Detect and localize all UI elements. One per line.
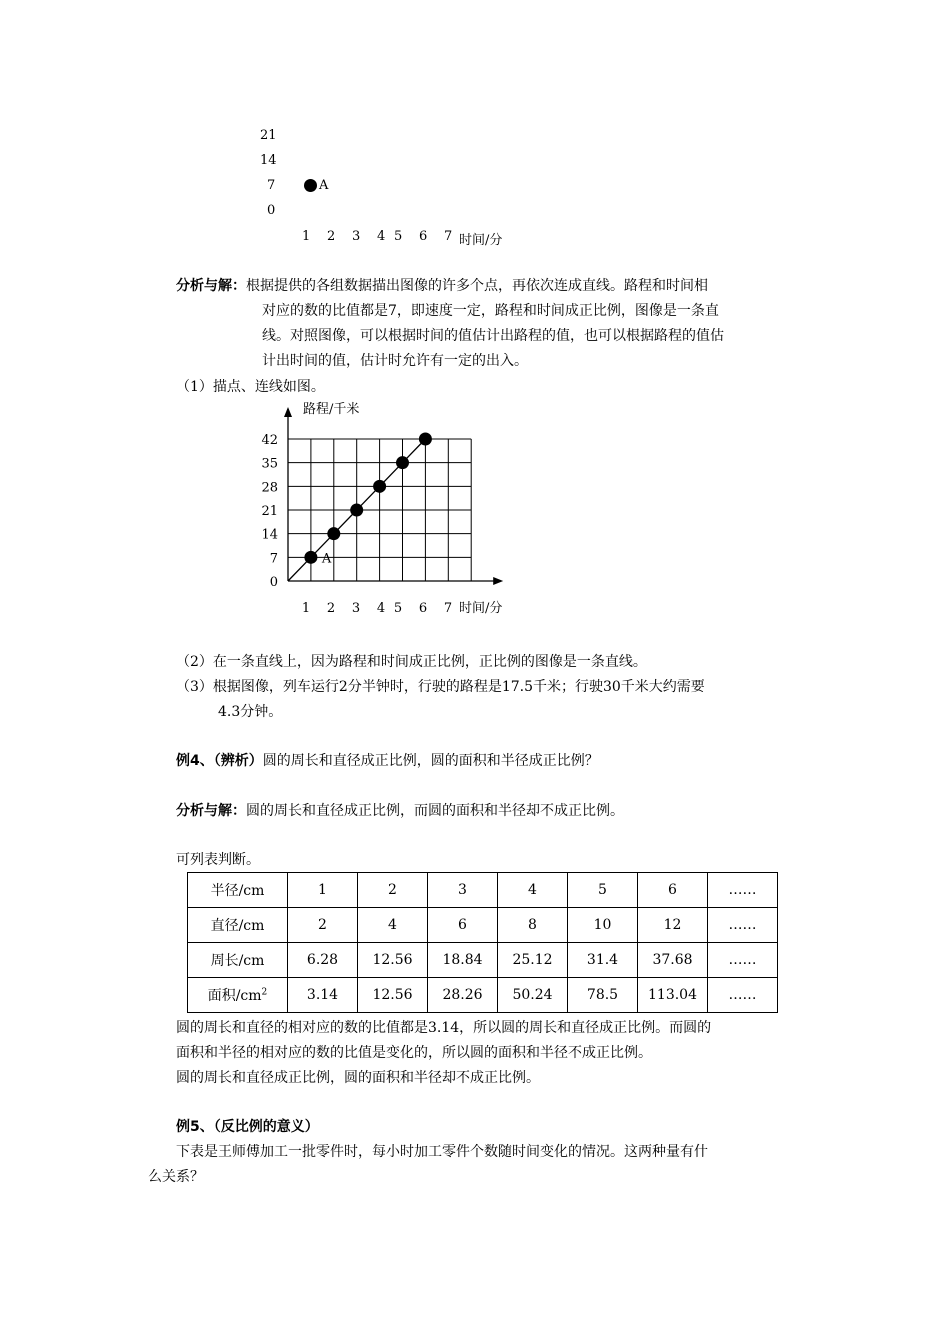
circle-table (187, 872, 778, 1013)
analysis-1 (176, 274, 816, 299)
y-tick-label: 7 (269, 551, 278, 567)
x-tick-label: 1 (302, 229, 311, 244)
step-1: （1）描点、连线如图。 (176, 379, 325, 395)
table-cell: 25.12 (498, 943, 568, 978)
conclusion (176, 1016, 711, 1091)
y-tick-label: 28 (261, 480, 278, 496)
row-header (188, 978, 288, 1013)
table-cell: 6.28 (288, 943, 358, 978)
table-cell: 28.26 (428, 978, 498, 1013)
analysis-text-line: 对应的数的比值都是7，即速度一定，路程和时间成正比例，图像是一条直 (262, 303, 719, 319)
table-cell: 78.5 (568, 978, 638, 1013)
example-4-question: 圆的周长和直径成正比例，圆的面积和半径成正比例？ (262, 753, 599, 769)
analysis-2 (176, 800, 624, 820)
table-cell: 8 (498, 908, 568, 943)
x-axis-label: 时间/分 (459, 601, 503, 616)
x-tick-label: 3 (351, 601, 361, 616)
x-tick-label: 2 (326, 601, 336, 616)
x-tick-label: 7 (444, 229, 453, 244)
row-header: 直径/cm (188, 908, 288, 943)
y-tick-label: 14 (261, 527, 278, 543)
point-a-label: A (319, 178, 329, 193)
row-header: 周长/cm (188, 943, 288, 978)
y-tick-label: 42 (261, 433, 278, 448)
table-cell: 4 (498, 873, 568, 908)
step-2: （2）在一条直线上，因为路程和时间成正比例，正比例的图像是一条直线。 (176, 654, 647, 670)
step-3-line2: 4.3分钟。 (218, 704, 283, 720)
table-cell: 3 (428, 873, 498, 908)
y-tick-label: 21 (260, 128, 277, 143)
table-cell: …… (708, 943, 778, 978)
table-cell: 3.14 (288, 978, 358, 1013)
example-5-line1: 下表是王师傅加工一批零件时，每小时加工零件个数随时间变化的情况。这两种量有什 (176, 1144, 708, 1160)
example-4-label: 例4、（辨析） (176, 753, 263, 769)
data-point (419, 433, 432, 446)
y-axis-label: 路程/千米 (303, 402, 360, 417)
table-cell: 10 (568, 908, 638, 943)
analysis-2-text: 圆的周长和直径成正比例，而圆的面积和半径却不成正比例。 (246, 803, 624, 819)
y-tick-label: 0 (269, 575, 278, 590)
table-cell: 1 (288, 873, 358, 908)
table-cell: 4 (358, 908, 428, 943)
superscript: 2 (261, 987, 268, 998)
x-axis-unit: 时间/分 (459, 233, 503, 248)
table-cell: …… (708, 978, 778, 1013)
distance-time-chart (0, 395, 950, 655)
example-5-label: 例5、（反比例的意义） (176, 1119, 319, 1135)
table-row (188, 908, 778, 943)
x-tick-label: 5 (394, 229, 403, 244)
table-row (188, 978, 778, 1013)
point-a-label: A (321, 551, 332, 567)
x-tick-label: 4 (376, 601, 386, 616)
x-tick-label: 5 (393, 601, 403, 616)
conclusion-line: 面积和半径的相对应的数的比值是变化的，所以圆的面积和半径不成正比例。 (176, 1045, 652, 1061)
chart-labels (261, 401, 502, 616)
table-cell: 18.84 (428, 943, 498, 978)
data-point (396, 456, 409, 469)
example-5-line2: 么关系？ (148, 1169, 204, 1185)
table-cell: 12.56 (358, 978, 428, 1013)
x-tick-label: 4 (377, 229, 386, 244)
x-tick-label: 2 (327, 229, 336, 244)
table-row (188, 943, 778, 978)
table-cell: 113.04 (638, 978, 708, 1013)
x-tick-label: 1 (301, 601, 311, 616)
table-cell: 6 (428, 908, 498, 943)
analysis-text-line: 计出时间的值，估计时允许有一定的出入。 (262, 353, 528, 369)
analysis-text-line: 根据提供的各组数据描出图像的许多个点，再依次连成直线。路程和时间相 (246, 278, 708, 294)
table-intro: 可列表判断。 (176, 852, 260, 868)
y-axis-arrow (284, 407, 292, 417)
x-axis-arrow (493, 577, 503, 585)
x-tick-label: 6 (419, 229, 428, 244)
table-cell: 37.68 (638, 943, 708, 978)
table-cell: 31.4 (568, 943, 638, 978)
analysis-1-continued (262, 299, 812, 374)
analysis-label: 分析与解： (176, 278, 246, 294)
table-cell: …… (708, 873, 778, 908)
analysis-2-label: 分析与解： (176, 803, 246, 819)
analysis-text-line: 线。对照图像，可以根据时间的值估计出路程的值，也可以根据路程的值估 (262, 328, 724, 344)
x-tick-label: 6 (418, 601, 428, 616)
conclusion-line: 圆的周长和直径成正比例，圆的面积和半径却不成正比例。 (176, 1070, 540, 1086)
point-a-marker (304, 179, 317, 192)
table-cell: 50.24 (498, 978, 568, 1013)
data-point (304, 551, 317, 564)
y-tick-label: 14 (260, 153, 277, 168)
y-tick-label: 7 (267, 178, 276, 193)
x-tick-label: 7 (443, 601, 453, 616)
x-tick-label: 3 (352, 229, 361, 244)
table-cell: 6 (638, 873, 708, 908)
table-cell: 12.56 (358, 943, 428, 978)
table-cell: …… (708, 908, 778, 943)
conclusion-line: 圆的周长和直径的相对应的数的比值都是3.14，所以圆的周长和直径成正比例。而圆的 (176, 1020, 712, 1036)
y-tick-label: 35 (261, 456, 278, 472)
y-tick-label: 21 (261, 504, 278, 519)
chart-marks (288, 433, 432, 582)
y-tick-label: 0 (267, 203, 276, 218)
data-point (350, 504, 363, 517)
data-point (373, 480, 386, 493)
example-4 (176, 750, 599, 770)
row-header-text: 面积/cm (207, 988, 262, 1004)
table-cell: 2 (288, 908, 358, 943)
step-3-line1: （3）根据图像，列车运行2分半钟时，行驶的路程是17.5千米；行驶30千米大约需要 (176, 679, 705, 695)
table-cell: 2 (358, 873, 428, 908)
row-header: 半径/cm (188, 873, 288, 908)
table-cell: 12 (638, 908, 708, 943)
data-point (327, 527, 340, 540)
table-row (188, 873, 778, 908)
table-cell: 5 (568, 873, 638, 908)
